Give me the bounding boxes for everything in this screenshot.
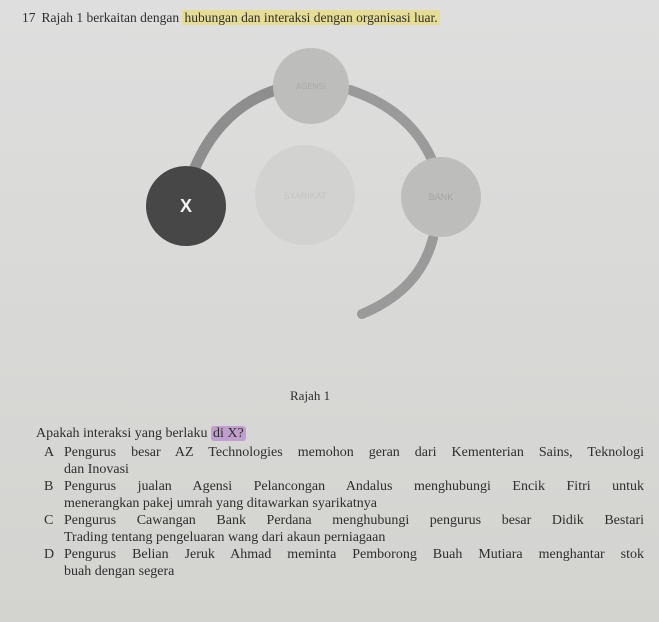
highlighted-prompt: di X? (212, 426, 244, 441)
diagram-caption: Rajah 1 (290, 388, 331, 403)
question-number: 17 (22, 10, 36, 25)
option-letter: D (44, 547, 55, 562)
top-node-label: AGENSI (295, 82, 327, 91)
option-c[interactable] (44, 512, 644, 546)
option-text-line1: Pengurus besar AZ Technologies memohon geran dari Kementerian Sains, Teknologi (64, 445, 644, 460)
answer-options (44, 444, 644, 580)
option-letter: A (44, 445, 55, 460)
option-a[interactable] (44, 444, 644, 478)
option-text-line1: Pengurus Cawangan Bank Perdana menghubungi pengurus besar Didik Bestari (64, 513, 644, 528)
option-letter: C (44, 513, 54, 528)
node-x-label: X (179, 196, 193, 216)
option-text-line2: buah dengan segera (64, 564, 175, 579)
prompt-text: Apakah interaksi yang berlaku (36, 426, 211, 441)
center-node-label: SYARIKAT (283, 191, 327, 201)
question-intro: Rajah 1 berkaitan dengan (41, 10, 183, 25)
arc-top-right (350, 90, 432, 160)
arc-top-left (194, 90, 276, 170)
option-text-line2: dan Inovasi (64, 462, 129, 477)
option-b[interactable] (44, 478, 644, 512)
highlighted-intro: hubungan dan interaksi dengan organisasi luar. (184, 10, 438, 25)
option-text-line2: Trading tentang pengeluaran wang dari akaun perniagaan (64, 530, 386, 545)
option-d[interactable] (44, 546, 644, 580)
arc-bottom-right (362, 238, 433, 314)
option-text-line1: Pengurus jualan Agensi Pelancongan Andalus menghubungi Encik Fitri untuk (64, 479, 644, 494)
option-letter: B (44, 479, 54, 494)
option-text-line2: menerangkan pakej umrah yang ditawarkan syarikatnya (64, 496, 377, 511)
option-text-line1: Pengurus Belian Jeruk Ahmad meminta Pemborong Buah Mutiara menghantar stok (64, 547, 644, 562)
question-prompt (36, 426, 246, 442)
node-bank-label: BANK (428, 192, 454, 202)
